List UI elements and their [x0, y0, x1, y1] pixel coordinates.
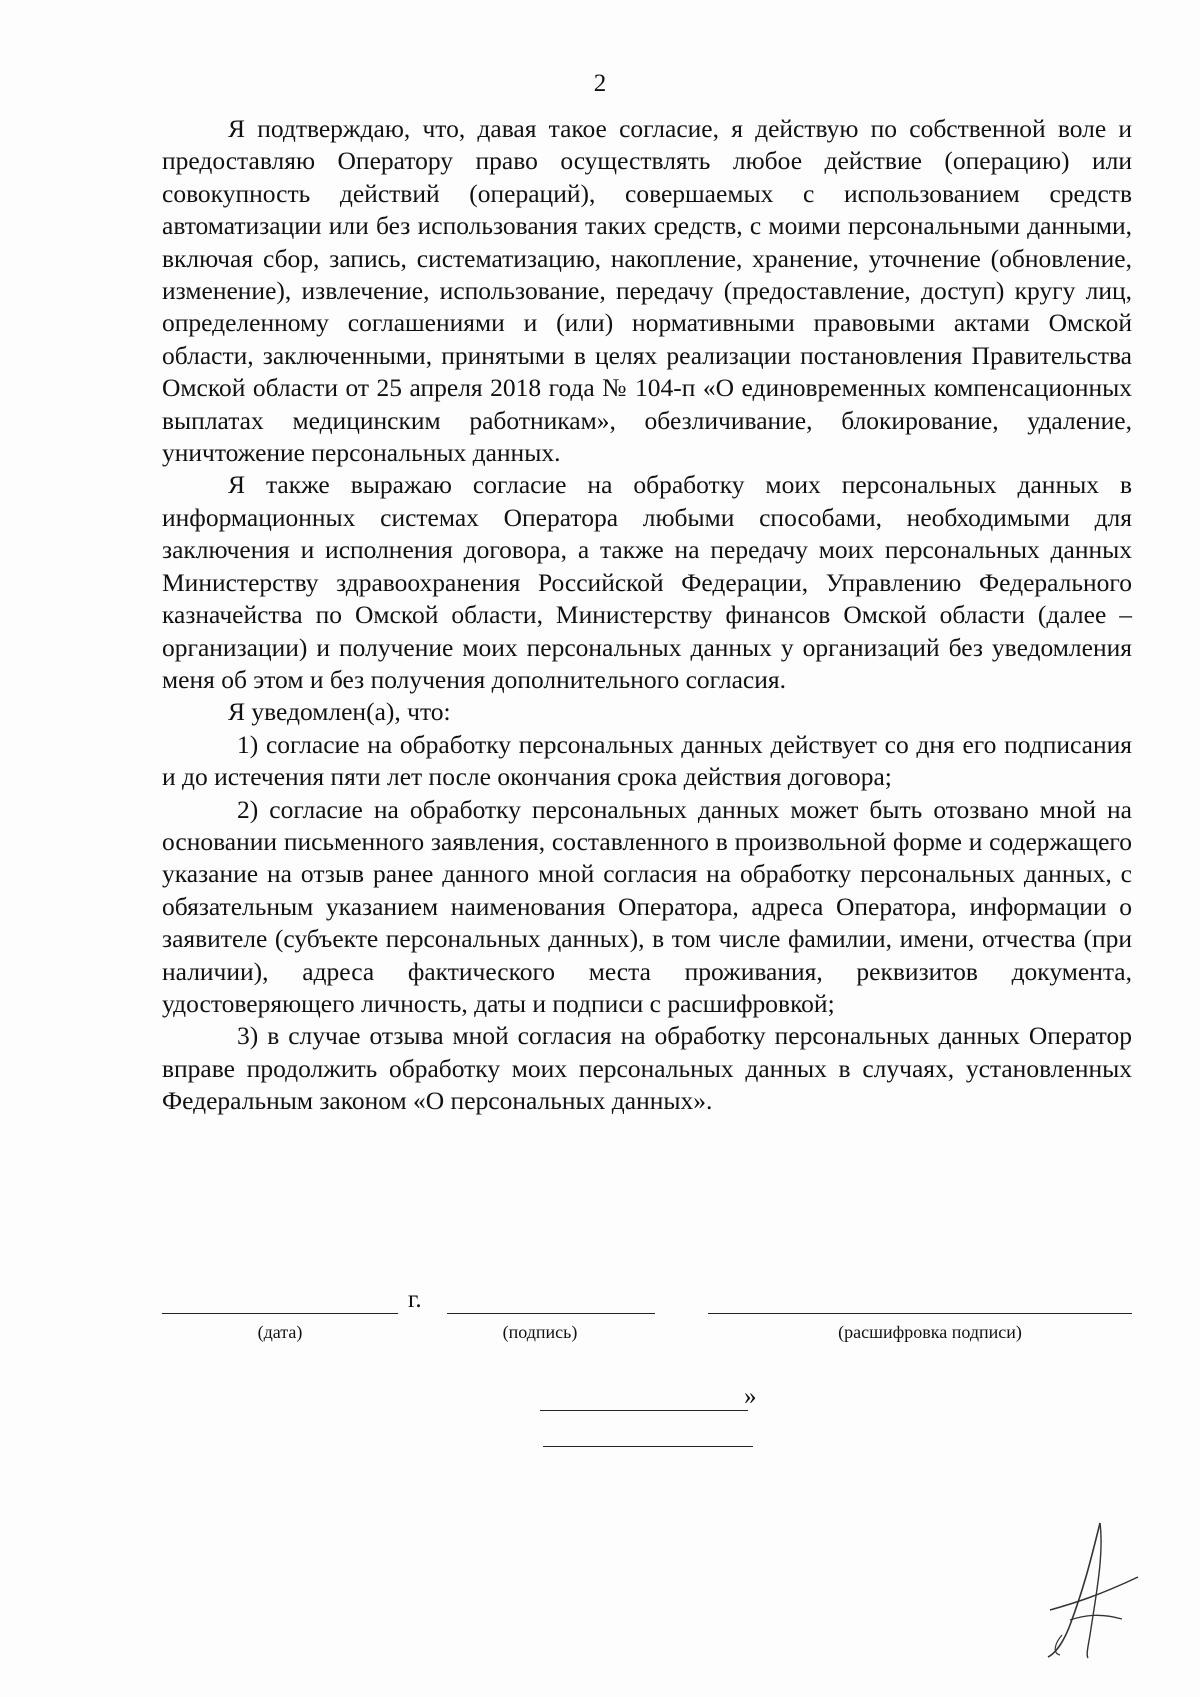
list-item-1: 1) согласие на обработку персональных данных действует со дня его подписания и до истечения пяти лет после окончания срока действия договора;	[162, 729, 1132, 792]
extra-line-2[interactable]	[543, 1446, 753, 1447]
extra-line-1[interactable]	[540, 1410, 748, 1411]
date-line[interactable]	[162, 1313, 398, 1314]
signature-line[interactable]	[447, 1313, 655, 1314]
signature-label: (подпись)	[502, 1322, 578, 1342]
document-body	[162, 113, 1132, 1118]
decoding-label: (расшифровка подписи)	[838, 1322, 1022, 1342]
decoding-line[interactable]	[708, 1313, 1132, 1314]
handwritten-signature-icon	[1030, 1515, 1140, 1660]
closing-quote: »	[744, 1383, 757, 1410]
paragraph-consent-confirmation: Я подтверждаю, что, давая такое согласие, я действую по собственной воле и предоставляю Оператору право осуществлять любое действие (операцию) или совокупность действий (операций), совершаемых с использованием средств автоматизации или без использования таких средств, с моими персональными данными, включая сбор, запись, систематизацию, накопление, хранение, уточнение (обновление, изменение), извлечение, использование, передачу (предоставление, доступ) кругу лиц, определенному соглашениями и (или) нормативными правовыми актами Омской области, заключенными, принятыми в целях реализации постановления Правительства Омской области от 25 апреля 2018 года № 104-п «О единовременных компенсационных выплатах медицинским работникам», обезличивание, блокирование, удаление, уничтожение персональных данных.	[162, 114, 1132, 468]
paragraph-consent-information-systems: Я также выражаю согласие на обработку моих персональных данных в информационных системах Оператора любыми способами, необходимыми для заключения и исполнения договора, а также на передачу моих персональных данных Министерству здравоохранения Российской Федерации, Управлению Федерального казначейства по Омской области, Министерству финансов Омской области (далее – организации) и получение моих персональных данных у организаций без уведомления меня об этом и без получения дополнительного согласия.	[162, 470, 1132, 694]
date-label: (дата)	[257, 1322, 303, 1342]
year-suffix: г.	[408, 1286, 422, 1313]
paragraph-notified-heading: Я уведомлен(а), что:	[228, 697, 451, 727]
page-number: 2	[593, 70, 607, 97]
list-item-2: 2) согласие на обработку персональных данных может быть отозвано мной на основании письменного заявления, составленного в произвольной форме и содержащего указание на отзыв ранее данного мной согласия на обработку персональных данных, с обязательным указанием наименования Оператора, адреса Оператора, информации о заявителе (субъекте персональных данных), в том числе фамилии, имени, отчества (при наличии), адреса фактического места проживания, реквизитов документа, удостоверяющего личность, даты и подписи с расшифровкой;	[162, 794, 1132, 1018]
list-item-3: 3) в случае отзыва мной согласия на обработку персональных данных Оператор вправе продолжить обработку моих персональных данных в случаях, установленных Федеральным законом «О персональных данных».	[162, 1021, 1132, 1116]
